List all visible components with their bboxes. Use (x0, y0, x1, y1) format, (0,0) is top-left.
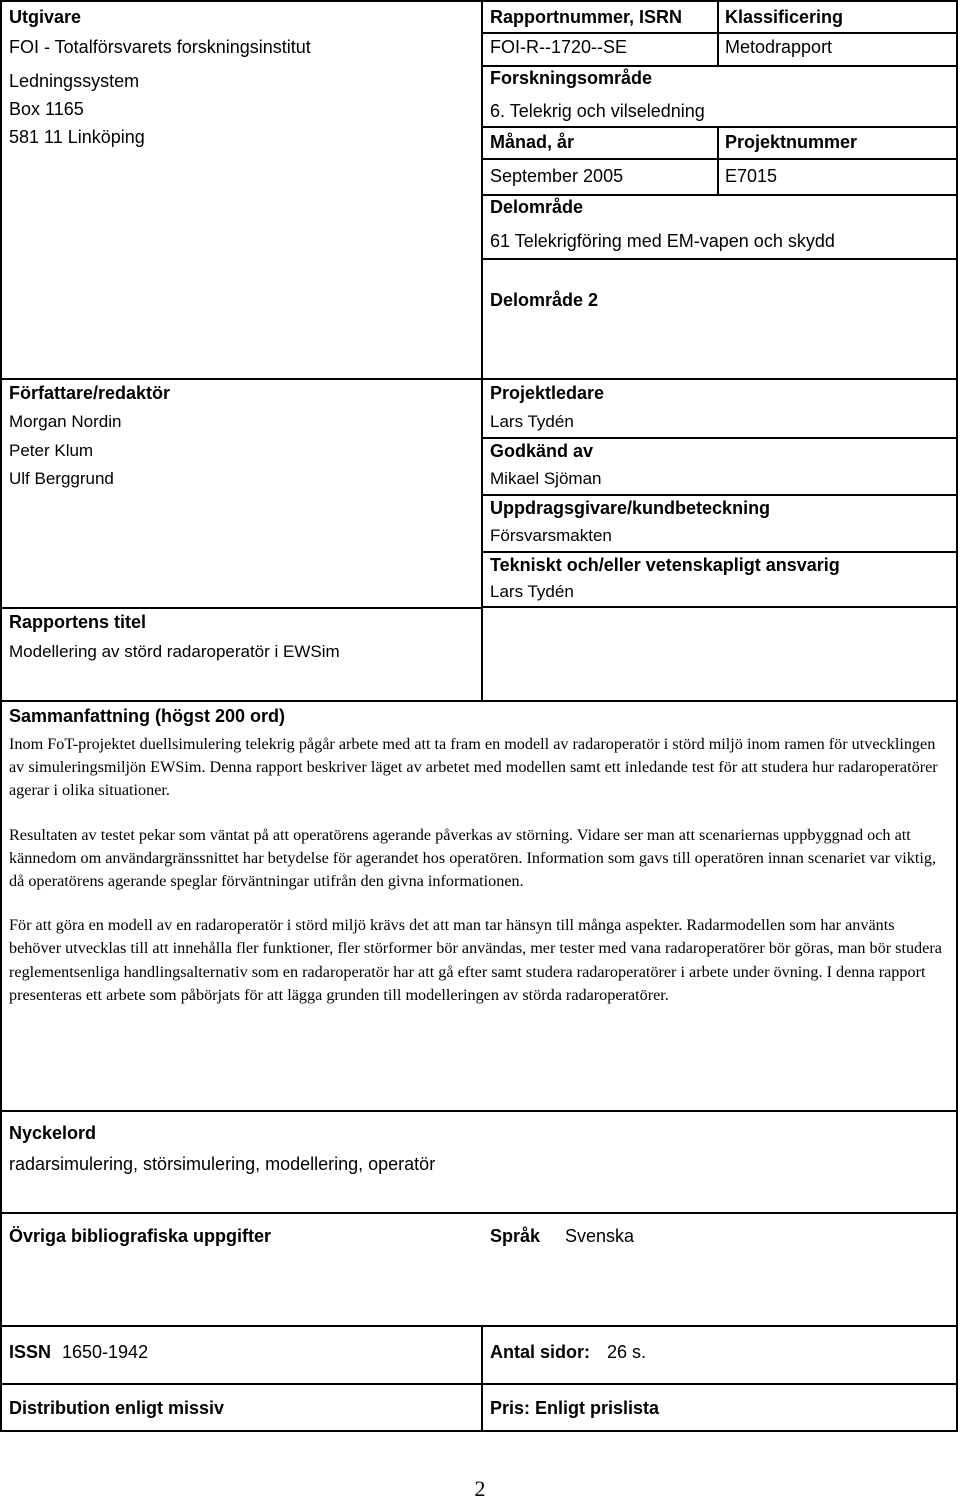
other-bibliographic-label: Övriga bibliografiska uppgifter (9, 1226, 272, 1246)
date-value: September 2005 (490, 166, 624, 186)
report-title-label: Rapportens titel (9, 612, 147, 632)
report-number-label: Rapportnummer, ISRN (490, 7, 683, 27)
report-number: FOI-R--1720--SE (490, 37, 628, 57)
author-name: Morgan Nordin (9, 412, 122, 431)
row-divider (481, 158, 958, 160)
row-divider (481, 32, 958, 34)
pages-value: 26 s. (607, 1342, 647, 1362)
approved-value: Mikael Sjöman (490, 469, 602, 488)
project-number-label: Projektnummer (725, 132, 858, 152)
row-divider (481, 606, 958, 608)
project-number-value: E7015 (725, 166, 778, 186)
summary-label: Sammanfattning (högst 200 ord) (9, 706, 286, 726)
row-divider (481, 437, 958, 439)
author-name: Peter Klum (9, 441, 94, 460)
publisher-org: FOI - Totalförsvarets forskningsinstitut (9, 37, 311, 57)
date-label: Månad, år (490, 132, 575, 152)
summary-paragraph: Resultaten av testet pekar som väntat på att operatörens agerande påverkas av störning. Vidare ser man att scenariernas uppbyggnad och att kännedom om användargränssnittet har betydelse för agerandet hos operatören. Information som gavs till operatören innan scenariet var viktig, då operatörens agerande speglar förväntningar utifrån den givna informationen. (9, 825, 937, 891)
authors-label: Författare/redaktör (9, 383, 171, 403)
responsible-value: Lars Tydén (490, 582, 574, 601)
bottom-column-divider (481, 1325, 483, 1432)
pages-label: Antal sidor: (490, 1342, 591, 1362)
row-divider (481, 551, 958, 553)
section-divider (0, 1110, 958, 1112)
publisher-division: Ledningssystem (9, 71, 140, 91)
client-label: Uppdragsgivare/kundbeteckning (490, 498, 771, 518)
row-divider (481, 258, 958, 260)
summary-text (9, 733, 949, 1007)
page-number: 2 (474, 1476, 486, 1501)
project-number-divider (717, 126, 719, 194)
row-divider (481, 126, 958, 128)
subarea-value: 61 Telekrigföring med EM-vapen och skydd (490, 231, 835, 251)
subarea2-label: Delområde 2 (490, 290, 599, 310)
issn-value: 1650-1942 (62, 1342, 149, 1362)
language-value: Svenska (565, 1226, 635, 1246)
distribution-label: Distribution enligt missiv (9, 1398, 225, 1418)
section-divider (0, 1325, 958, 1327)
publisher-city: 581 11 Linköping (9, 127, 145, 147)
project-leader-label: Projektledare (490, 383, 605, 403)
section-divider (0, 700, 958, 702)
subarea-label: Delområde (490, 197, 584, 217)
responsible-label: Tekniskt och/eller vetenskapligt ansvarig (490, 555, 840, 575)
issn-label: ISSN (9, 1342, 52, 1362)
summary-paragraph: För att göra en modell av en radaroperatör i störd miljö krävs det att man tar hänsyn till många aspekter. Radarmodellen som har använts behöver utvecklas till att innehålla fler funktioner, fler störformer bör användas, mer tester med vana radaroperatörer bör göras, man bör studera reglementsenliga handlingsalternativ som en radaroperatör har att gå efter samt studera radaroperatörer i arbete under övning. I denna rapport presenteras ett arbete som påbörjats för att lägga grunden till modelleringen av störda radaroperatörer. (9, 916, 942, 1004)
section-divider (0, 1212, 958, 1214)
research-area-value: 6. Telekrig och vilseledning (490, 101, 705, 121)
keywords-value: radarsimulering, störsimulering, modellering, operatör (9, 1154, 436, 1174)
publisher-box: Box 1165 (9, 99, 84, 119)
section-divider (0, 378, 958, 380)
language-label: Språk (490, 1226, 541, 1246)
price-label: Pris: Enligt prislista (490, 1398, 660, 1418)
project-leader-value: Lars Tydén (490, 412, 574, 431)
publisher-label: Utgivare (9, 7, 82, 27)
classification-value: Metodrapport (725, 37, 833, 57)
keywords-label: Nyckelord (9, 1123, 97, 1143)
row-divider (0, 607, 481, 609)
row-divider (481, 494, 958, 496)
column-divider (481, 0, 483, 700)
client-value: Försvarsmakten (490, 526, 612, 545)
summary-paragraph: Inom FoT-projektet duellsimulering telekrig pågår arbete med att ta fram en modell av radaroperatör i störd miljö inom ramen för utvecklingen av simuleringsmiljön EWSim. Denna rapport beskriver läget av arbetet med modellen samt ett inledande test för att studera hur radaroperatörer agerar i olika situationer. (9, 735, 938, 800)
report-title-value: Modellering av störd radaroperatör i EWSim (9, 642, 340, 661)
approved-label: Godkänd av (490, 441, 594, 461)
classification-label: Klassificering (725, 7, 844, 27)
section-divider (0, 1383, 958, 1385)
research-area-label: Forskningsområde (490, 68, 653, 88)
author-name: Ulf Berggrund (9, 469, 114, 488)
